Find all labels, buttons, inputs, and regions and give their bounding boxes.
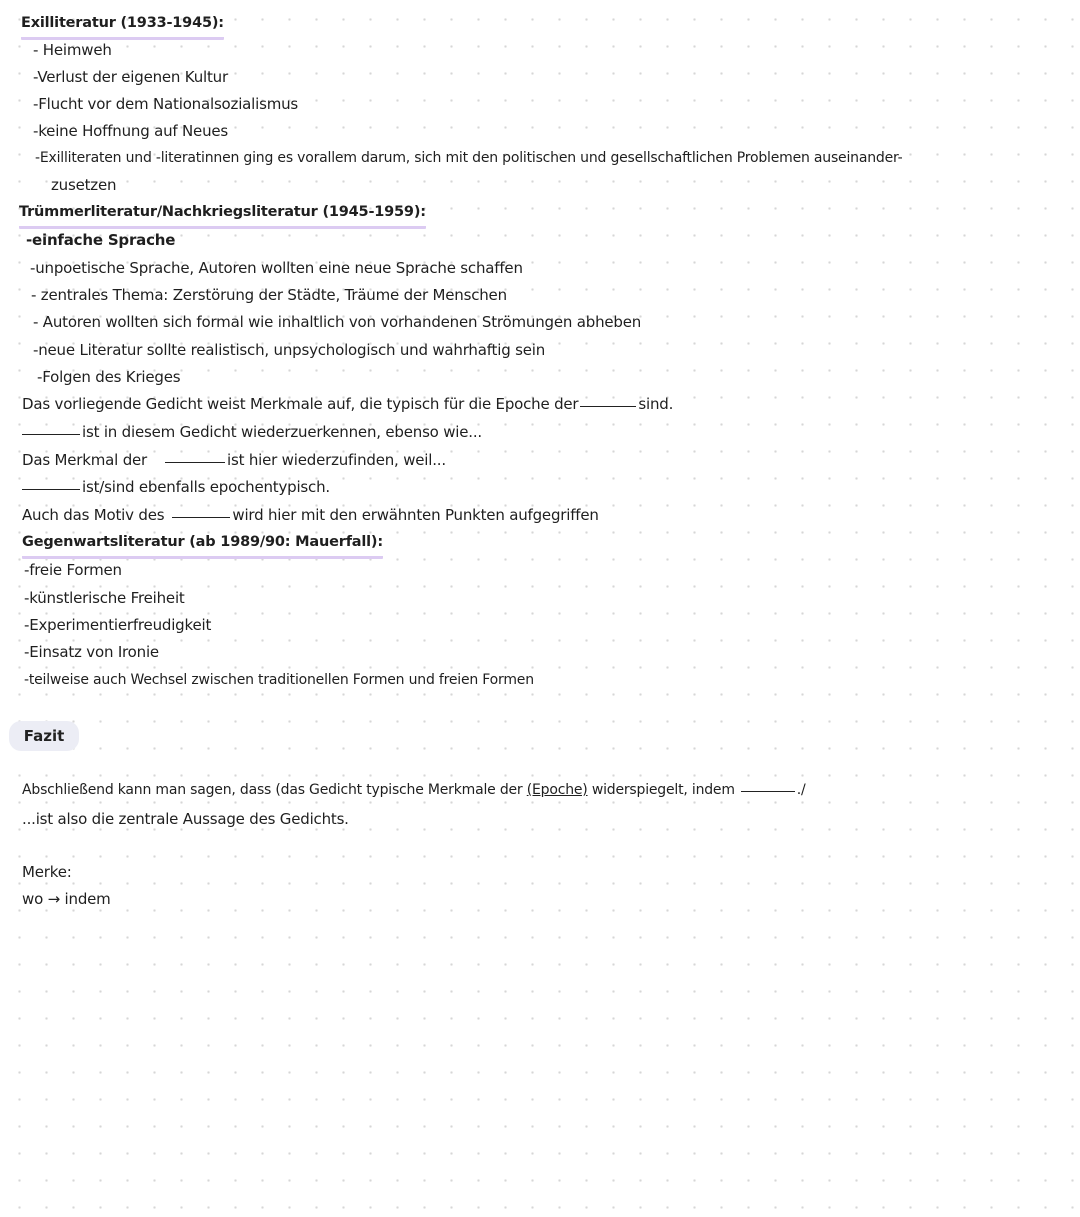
template-text: Das Merkmal der <box>22 451 148 469</box>
list-item: -neue Literatur sollte realistisch, unpsychologisch und wahrhaftig sein <box>33 341 546 359</box>
fazit-sentence: ...ist also die zentrale Aussage des Gedichts. <box>22 810 349 828</box>
list-item: -einfache Sprache <box>26 231 176 249</box>
template-text: ist/sind ebenfalls epochentypisch. <box>82 478 330 496</box>
list-item: -Einsatz von Ironie <box>24 643 159 661</box>
blank-gap <box>580 405 636 407</box>
blank-gap <box>22 433 80 435</box>
fazit-text: Abschließend kann man sagen, dass (das Gedicht typische Merkmale der <box>22 782 523 798</box>
list-item: - Heimweh <box>33 41 112 59</box>
list-item: -Folgen des Krieges <box>37 368 181 386</box>
heading-truemmerliteratur: Trümmerliteratur/Nachkriegsliteratur (1945-1959): <box>19 202 426 229</box>
blank-gap <box>165 461 225 463</box>
fazit-label: Fazit <box>9 721 79 751</box>
list-item: zusetzen <box>51 176 117 194</box>
blank-gap <box>22 488 80 490</box>
merke-label: Merke: <box>22 863 72 881</box>
list-item: - Autoren wollten sich formal wie inhaltlich von vorhandenen Strömungen abheben <box>33 313 642 331</box>
template-text: Das vorliegende Gedicht weist Merkmale auf, die typisch für die Epoche der <box>22 395 579 413</box>
fazit-epoche: (Epoche) <box>526 782 588 798</box>
template-sentence <box>22 422 482 442</box>
fazit-text: widerspiegelt, indem <box>591 782 735 798</box>
blank-gap <box>741 790 795 792</box>
heading-gegenwartsliteratur: Gegenwartsliteratur (ab 1989/90: Mauerfall): <box>22 532 383 559</box>
blank-gap <box>172 516 230 518</box>
list-item: -keine Hoffnung auf Neues <box>33 122 229 140</box>
list-item: -Flucht vor dem Nationalsozialismus <box>33 95 299 113</box>
fazit-sentence <box>22 780 806 800</box>
template-text: wird hier mit den erwähnten Punkten aufgegriffen <box>232 506 599 524</box>
template-sentence <box>22 477 330 497</box>
list-item: -unpoetische Sprache, Autoren wollten eine neue Sprache schaffen <box>30 259 523 277</box>
template-sentence <box>22 394 673 414</box>
template-sentence <box>22 450 446 470</box>
list-item: -künstlerische Freiheit <box>24 589 185 607</box>
template-text: sind. <box>638 395 674 413</box>
template-text: ist hier wiederzufinden, weil... <box>227 451 446 469</box>
list-item: -freie Formen <box>24 561 122 579</box>
list-item: - zentrales Thema: Zerstörung der Städte, Träume der Menschen <box>31 286 507 304</box>
list-item: -teilweise auch Wechsel zwischen traditionellen Formen und freien Formen <box>24 672 534 688</box>
list-item: -Verlust der eigenen Kultur <box>33 68 228 86</box>
list-item: -Experimentierfreudigkeit <box>24 616 212 634</box>
list-item: -Exilliteraten und -literatinnen ging es vorallem darum, sich mit den politischen und gesellschaftlichen Problemen auseinander- <box>35 150 903 166</box>
fazit-text: ./ <box>796 782 806 798</box>
template-text: ist in diesem Gedicht wiederzuerkennen, ebenso wie... <box>82 423 482 441</box>
template-sentence <box>22 505 599 525</box>
merke-text: wo → indem <box>22 890 111 908</box>
heading-exilliteratur: Exilliteratur (1933-1945): <box>21 13 224 40</box>
template-text: Auch das Motiv des <box>22 506 165 524</box>
